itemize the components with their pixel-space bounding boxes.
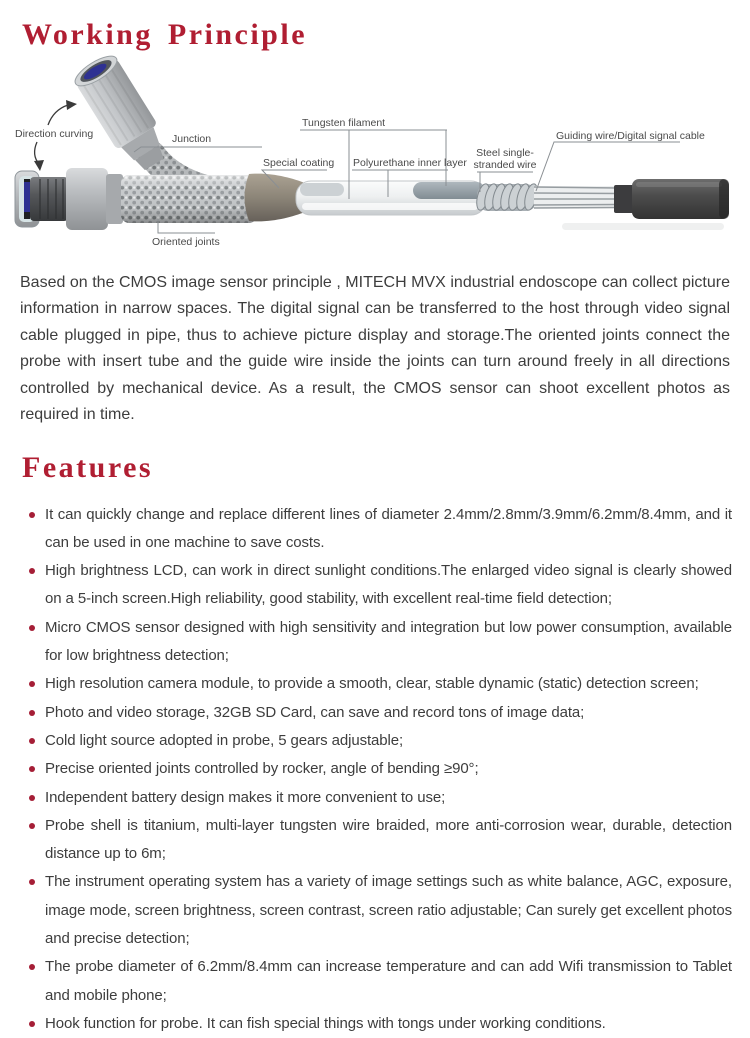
arrow-down-icon bbox=[34, 160, 44, 171]
label-steel-wire-line2: stranded wire bbox=[473, 158, 537, 171]
feature-item: Micro CMOS sensor designed with high sensitivity and integration but low power consumption, available for low brightness detection; bbox=[25, 614, 732, 671]
label-polyurethane: Polyurethane inner layer bbox=[353, 156, 467, 169]
arrow-up-icon bbox=[66, 100, 77, 110]
label-tungsten-filament: Tungsten filament bbox=[302, 116, 386, 129]
feature-item: Independent battery design makes it more convenient to use; bbox=[25, 784, 732, 812]
label-steel-wire-line1: Steel single- bbox=[476, 146, 534, 159]
label-junction: Junction bbox=[172, 132, 212, 145]
front-lens bbox=[24, 182, 30, 212]
features-list bbox=[25, 501, 732, 1038]
feature-item: Cold light source adopted in probe, 5 gears adjustable; bbox=[25, 727, 732, 755]
steel-coil-section bbox=[474, 182, 539, 211]
feature-item: Probe shell is titanium, multi-layer tungsten wire braided, more anti-corrosion wear, durable, detection distance up to 6m; bbox=[25, 812, 732, 869]
endoscope-diagram bbox=[0, 55, 750, 255]
features-title: Features bbox=[22, 451, 154, 485]
feature-item: High brightness LCD, can work in direct sunlight conditions.The enlarged video signal is clearly showed on a 5-inch screen.High reliability, good stability, with excellent real-time field detection; bbox=[25, 557, 732, 614]
working-principle-paragraph: Based on the CMOS image sensor principle , MITECH MVX industrial endoscope can collect picture information in narrow spaces. The digital signal can be transferred to the host through video signal cable plugged in pipe, thus to achieve picture display and storage.The oriented joints connect the probe with insert tube and the guide wire inside the joints can turn around freely in all directions controlled by mechanical device. As a result, the CMOS sensor can shoot excellent photos as required in time. bbox=[20, 273, 730, 424]
tilted-probe-head bbox=[71, 50, 175, 176]
polyurethane-tube bbox=[296, 181, 486, 215]
feature-item: Photo and video storage, 32GB SD Card, can save and record tons of image data; bbox=[25, 699, 732, 727]
label-special-coating: Special coating bbox=[263, 156, 335, 169]
watermark-smudge bbox=[562, 223, 724, 230]
label-direction-curving: Direction curving bbox=[15, 127, 94, 140]
endoscope-diagram-svg bbox=[0, 55, 750, 255]
feature-item: High resolution camera module, to provide a smooth, clear, stable dynamic (static) detection screen; bbox=[25, 670, 732, 698]
camera-head bbox=[15, 168, 123, 230]
feature-item: The probe diameter of 6.2mm/8.4mm can increase temperature and can add Wifi transmission to Tablet and mobile phone; bbox=[25, 953, 732, 1010]
document-page bbox=[0, 18, 750, 1031]
label-guiding-wire: Guiding wire/Digital signal cable bbox=[556, 129, 705, 142]
working-principle-title: Working Principle bbox=[22, 18, 308, 51]
oriented-joints-section bbox=[121, 175, 257, 223]
tungsten-filament-section bbox=[413, 182, 485, 199]
label-oriented-joints: Oriented joints bbox=[152, 235, 220, 248]
feature-item: The instrument operating system has a variety of image settings such as white balance, AGC, exposure, image mode, screen brightness, screen contrast, screen ratio adjustable; Can surely get excellent photos and precise detection; bbox=[25, 868, 732, 953]
guiding-wires bbox=[534, 186, 618, 208]
feature-item: Hook function for probe. It can fish special things with tongs under working conditions. bbox=[25, 1010, 732, 1038]
feature-item: It can quickly change and replace different lines of diameter 2.4mm/2.8mm/3.9mm/6.2mm/8.4mm, and it can be used in one machine to save costs. bbox=[25, 501, 732, 558]
feature-item: Precise oriented joints controlled by rocker, angle of bending ≥90°; bbox=[25, 755, 732, 783]
